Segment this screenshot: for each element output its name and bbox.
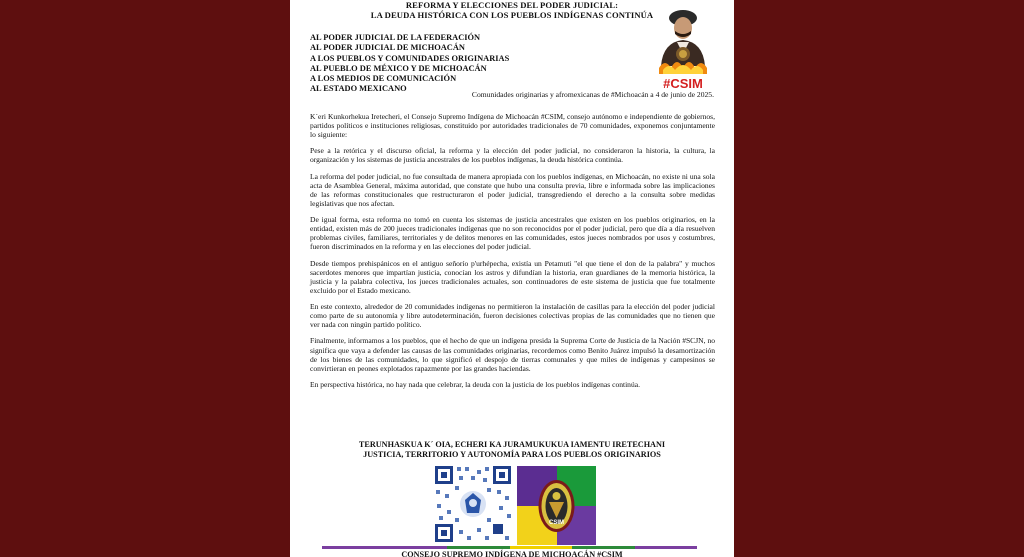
csim-flag-emblem: [517, 466, 596, 545]
body-paragraph: De igual forma, esta reforma no tomó en cuenta los sistemas de justicia ancestrales que existen en los pueblos originarios, en la entidad, existen más de 200 jueces tradicionales indígenas que no son reconocidos por el poder judicial, pero que día a día resuelven problemas civiles, familiares, territoriales y de delitos menores en las comunidades, estos jueces nombrados por usos y costumbres, fueron discriminados en la reforma y en las elecciones del poder judicial.: [310, 215, 715, 252]
color-stripe-segment: [447, 546, 510, 549]
closing-slogan: [290, 440, 734, 460]
color-stripe-segment: [322, 546, 385, 549]
letter-body: [310, 112, 715, 396]
color-stripe-segment: [635, 546, 698, 549]
footer-signature: CONSEJO SUPREMO INDÍGENA DE MICHOACÁN #CSIM: [401, 550, 623, 557]
color-stripe-segment: [385, 546, 448, 549]
addressee-list: [310, 33, 630, 95]
document-page: [290, 0, 734, 557]
closing-line-2: JUSTICIA, TERRITORIO Y AUTONOMÍA PARA LOS PUEBLOS ORIGINARIOS: [363, 450, 661, 459]
body-paragraph: Finalmente, informamos a los pueblos, que el hecho de que un indígena presida la Suprema Corte de Justicia de la Nación #SCJN, no significa que vaya a defender las causas de las comunidades originarias, recordemos como Benito Juárez impulsó la desamortización de los bienes de las comunidades, lo que significó el despojo de tierras comunales y que miles de indígenas y campesinos se convirtieran en peones explotados rapazmente por las grandes haciendas.: [310, 336, 715, 373]
addressee-line: A LOS PUEBLOS Y COMUNIDADES ORIGINARIAS: [310, 53, 510, 63]
csim-portrait-logo: [653, 4, 713, 92]
logo-text: #CSIM: [663, 76, 703, 91]
dateline: Comunidades originarias y afromexicanas de #Michoacán a 4 de junio de 2025.: [471, 90, 714, 99]
addressee-line: AL PODER JUDICIAL DE MICHOACÁN: [310, 43, 465, 53]
body-paragraph: Desde tiempos prehispánicos en el antiguo señorío p'urhépecha, existía un Petamuti "el que tiene el don de la palabra" y muchos sacerdotes menores que impartían justicia, conocían los astros y difundían la historia, eran guardianes de la memoria histórica, la justicia y la palabra colectiva, los jueces tradicionales actuales, son continuadores de este sistema de justicia que fue totalmente excluido por el Estado mexicano.: [310, 258, 715, 295]
body-paragraph: La reforma del poder judicial, no fue consultada de manera apropiada con los pueblos indígenas, en Michoacán, no existe ni una sola acta de Asamblea General, máxima autoridad, que constate que hubo una consulta previa, libre e informada sobre las implicaciones de las reformas constitucionales que restructuraron el poder judicial, transgrediendo el derecho a la consulta sobre medidas legislativas que nos afectan.: [310, 171, 715, 208]
qr-code-image: [433, 464, 513, 544]
closing-line-1: TERUNHASKUA K´ OIA, ECHERI KA JURAMUKUKUA IAMENTU IRETECHANI: [358, 440, 666, 449]
body-paragraph: En perspectiva histórica, no hay nada que celebrar, la deuda con la justicia de los pueblos indígenas continúa.: [310, 379, 640, 389]
document-title-line-1: REFORMA Y ELECCIONES DEL PODER JUDICIAL:: [405, 0, 619, 10]
body-paragraph: K´eri Kunkorhekua Iretecheri, el Consejo Supremo Indígena de Michoacán #CSIM, consejo autónomo e independiente de gobiernos, partidos políticos e instituciones religiosas, constituido por autoridades tradicionales de 70 comunidades, exponemos conjuntamente lo siguiente:: [310, 112, 715, 140]
addressee-line: A LOS MEDIOS DE COMUNICACIÓN: [310, 74, 457, 84]
body-paragraph: Pese a la retórica y el discurso oficial, la reforma y la elección del poder judicial, no consideraron la historia, la cultura, la organización y los sistemas de justicia ancestrales de los pueblos indígenas, la deuda histórica continúa.: [310, 146, 715, 165]
addressee-line: AL PODER JUDICIAL DE LA FEDERACIÓN: [310, 33, 481, 42]
body-paragraph: En este contexto, alrededor de 20 comunidades indígenas no permitieron la instalación de casillas para la elección del poder judicial como parte de su autonomía y libre autodeterminación, fueron decisiones colectivas propias de las comunidades que no tienen que ver nada con ningún partido político.: [310, 302, 715, 330]
document-title-line-2: LA DEUDA HISTÓRICA CON LOS PUEBLOS INDÍGENAS CONTINÚA: [370, 10, 654, 20]
addressee-line: AL PUEBLO DE MÉXICO Y DE MICHOACÁN: [310, 63, 487, 73]
color-stripe-divider: [322, 546, 697, 549]
flag-text: CSIM: [549, 520, 564, 526]
addressee-line: AL ESTADO MEXICANO: [310, 84, 407, 94]
color-stripe-segment: [510, 546, 573, 549]
color-stripe-segment: [572, 546, 635, 549]
